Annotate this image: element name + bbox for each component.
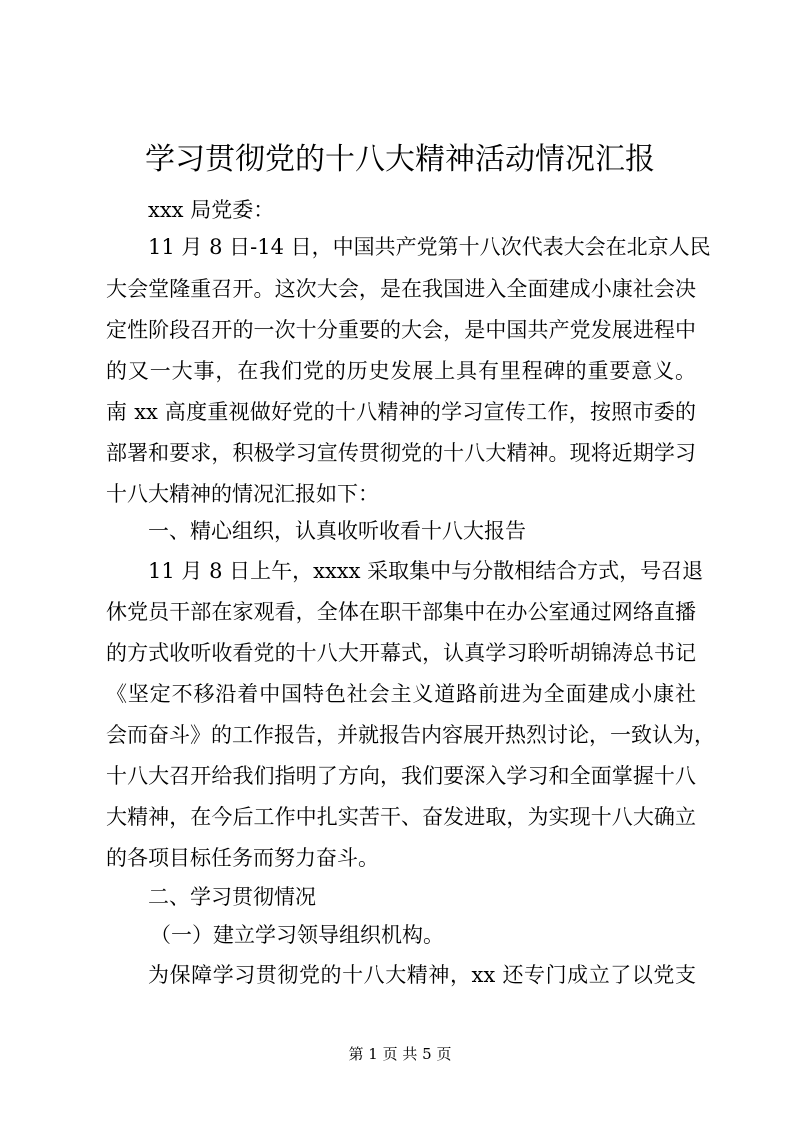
section-heading: 二、学习贯彻情况 (148, 885, 316, 909)
document-title: 学习贯彻党的十八大精神活动情况汇报 (145, 142, 655, 177)
paragraph-line: 十八大召开给我们指明了方向，我们要深入学习和全面掌握十八 (106, 764, 696, 788)
paragraph-line: 11 月 8 日上午，xxxx 采取集中与分散相结合方式，号召退 (148, 559, 704, 583)
salutation: xxx 局党委： (148, 198, 275, 222)
paragraph-line: 《坚定不移沿着中国特色社会主义道路前进为全面建成小康社 (106, 682, 696, 706)
paragraph-line: 的方式收听收看党的十八大开幕式，认真学习聆听胡锦涛总书记 (106, 641, 696, 665)
subsection-heading: （一）建立学习领导组织机构。 (150, 923, 444, 947)
paragraph-line: 11 月 8 日-14 日，中国共产党第十八次代表大会在北京人民 (148, 235, 711, 259)
section-heading: 一、精心组织，认真收听收看十八大报告 (148, 519, 526, 543)
paragraph-line: 十八大精神的情况汇报如下： (106, 482, 379, 506)
paragraph-line: 的各项目标任务而努力奋斗。 (106, 846, 379, 870)
paragraph-line: 休党员干部在家观看，全体在职干部集中在办公室通过网络直播 (106, 600, 696, 624)
paragraph-line: 为保障学习贯彻党的十八大精神，xx 还专门成立了以党支 (148, 963, 696, 987)
paragraph-line: 定性阶段召开的一次十分重要的大会，是中国共产党发展进程中 (106, 318, 696, 342)
paragraph-line: 大精神，在今后工作中扎实苦干、奋发进取，为实现十八大确立 (106, 805, 696, 829)
paragraph-line: 大会堂隆重召开。这次大会，是在我国进入全面建成小康社会决 (106, 277, 696, 301)
paragraph-line: 部署和要求，积极学习宣传贯彻党的十八大精神。现将近期学习 (106, 441, 696, 465)
paragraph-line: 会而奋斗》的工作报告，并就报告内容展开热烈讨论，一致认为， (106, 723, 715, 747)
paragraph-line: 南 xx 高度重视做好党的十八精神的学习宣传工作，按照市委的 (106, 400, 696, 424)
page-footer: 第 1 页 共 5 页 (348, 1045, 452, 1063)
paragraph-line: 的又一大事，在我们党的历史发展上具有里程碑的重要意义。 (106, 359, 696, 383)
